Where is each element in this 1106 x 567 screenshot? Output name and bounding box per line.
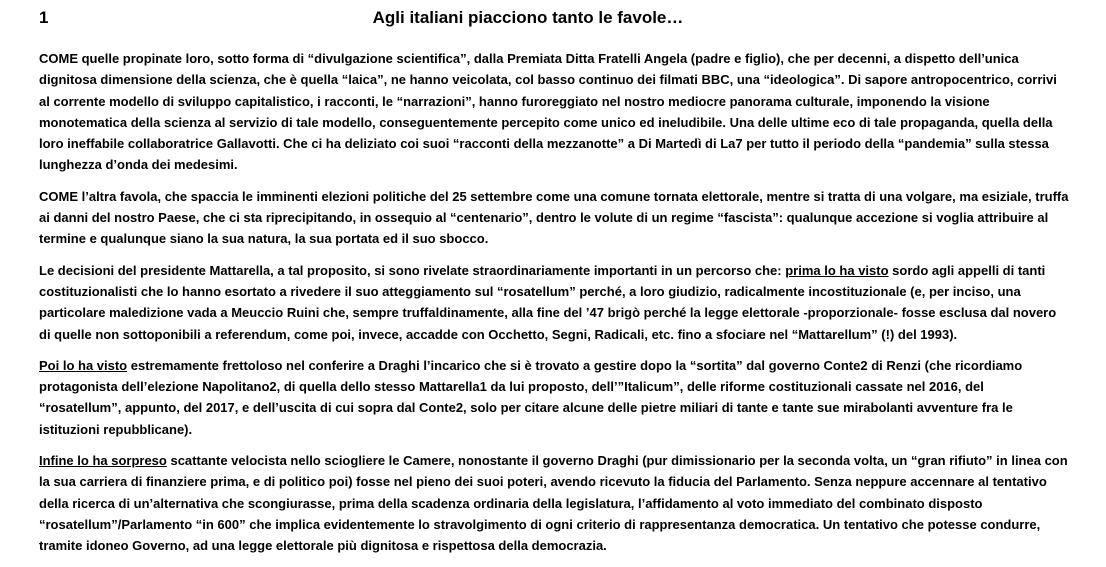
paragraph-3 xyxy=(39,260,1069,345)
page-title: Agli italiani piacciono tanto le favole… xyxy=(372,8,684,27)
underlined-phrase-prima: prima lo ha visto xyxy=(785,262,889,278)
underlined-phrase-infine: Infine lo ha sorpreso xyxy=(39,453,167,469)
underlined-phrase-poi: Poi lo ha visto xyxy=(39,357,128,373)
document-body xyxy=(39,48,1069,567)
paragraph-2: COME l’altra favola, che spaccia le imminenti elezioni politiche del 25 settembre come una comune tornata elettorale, mentre si tratta di una volgare, ma esiziale, truffa ai danni del nostro Paese, che ci sta riprecipitando, in ossequio al “centenario”, dentro le volute di un regime “fascista”: qualunque accezione si voglia attribuire al termine e qualunque siano la sua natura, la sua portata ed il suo sbocco. xyxy=(39,188,1069,247)
page-number: 1 xyxy=(39,8,49,27)
paragraph-5-rest: scattante velocista nello sciogliere le Camere, nonostante il governo Draghi (pur dimissionario per la seconda volta, un “gran rifiuto” in linea con la sua carriera di finanziere prima, e di politico poi) fosse nel pieno dei suoi poteri, avendo ricevuto la fiducia del Parlamento. Senza neppure accennare al tentativo della ricerca di un’alternativa che scongiurasse, prima della scadenza ordinaria della legislatura, l’affidamento al voto immediato del combinato disposto “rosatellum”/Parlamento “in 600” che implica evidentemente lo stravolgimento di ogni criterio di rappresentanza democratica. Un tentativo che potesse condurre, tramite idoneo Governo, ad una legge elettorale più dignitosa e rispettosa della democrazia. xyxy=(39,453,1068,554)
paragraph-3-rest: sordo agli appelli di tanti costituzionalisti che lo hanno esortato a rivedere il suo atteggiamento sul “rosatellum” perché, a loro giudizio, radicalmente incostituzionale (e, per inciso, una particolare maledizione vada a Meuccio Ruini che, sempre truffaldinamente, alla fine del ’47 brigò perché la legge elettorale -proporzionale- fosse esclusa dal novero di quelle non sottoponibili a referendum, come poi, invece, accadde con Occhetto, Segni, Radicali, etc. fino a sfociare nel “Mattarellum” (!) del 1993). xyxy=(39,262,1057,342)
paragraph-4 xyxy=(39,355,1069,440)
paragraph-3-lead: Le decisioni del presidente Mattarella, a tal proposito, si sono rivelate straordinariamente importanti in un percorso che: xyxy=(39,262,786,278)
paragraph-1: COME quelle propinate loro, sotto forma di “divulgazione scientifica”, dalla Premiata Ditta Fratelli Angela (padre e figlio), che per decenni, a dispetto dell’unica dignitosa dimensione della scienza, che è quella “laica”, ne hanno veicolata, col basso continuo dei filmati BBC, una “ideologica”. Di sapore antropocentrico, corrivi al corrente modello di sviluppo capitalistico, i racconti, le “narrazioni”, hanno furoreggiato nel nostro mediocre panorama culturale, imponendo la visione monotematica della scienza al servizio di tale modello, conseguentemente percepito come unico ed ineludibile. Una delle ultime eco di tale propaganda, quella della loro ineffabile collaboratrice Gallavotti. Che ci ha deliziato coi suoi “racconti della mezzanotte” a Di Martedì di La7 per tutto il periodo della “pandemia” sulla stessa lunghezza d’onda dei medesimi. xyxy=(39,51,1057,173)
paragraph-4-rest: estremamente frettoloso nel conferire a Draghi l’incarico che si è trovato a gestire dopo la “sortita” dal governo Conte2 di Renzi (che ricordiamo protagonista dell’elezione Napolitano2, di quella dello stesso Mattarella1 da lui proposto, dell’”Italicum”, delle riforme costituzionali cassate nel 2016, del “rosatellum”, appunto, del 2017, e dell’uscita di cui sopra dal Conte2, solo per citare alcune delle pietre miliari di tante e tante sue mirabolanti avventure fra le istituzioni repubblicane). xyxy=(39,357,1023,437)
paragraph-5 xyxy=(39,450,1069,556)
